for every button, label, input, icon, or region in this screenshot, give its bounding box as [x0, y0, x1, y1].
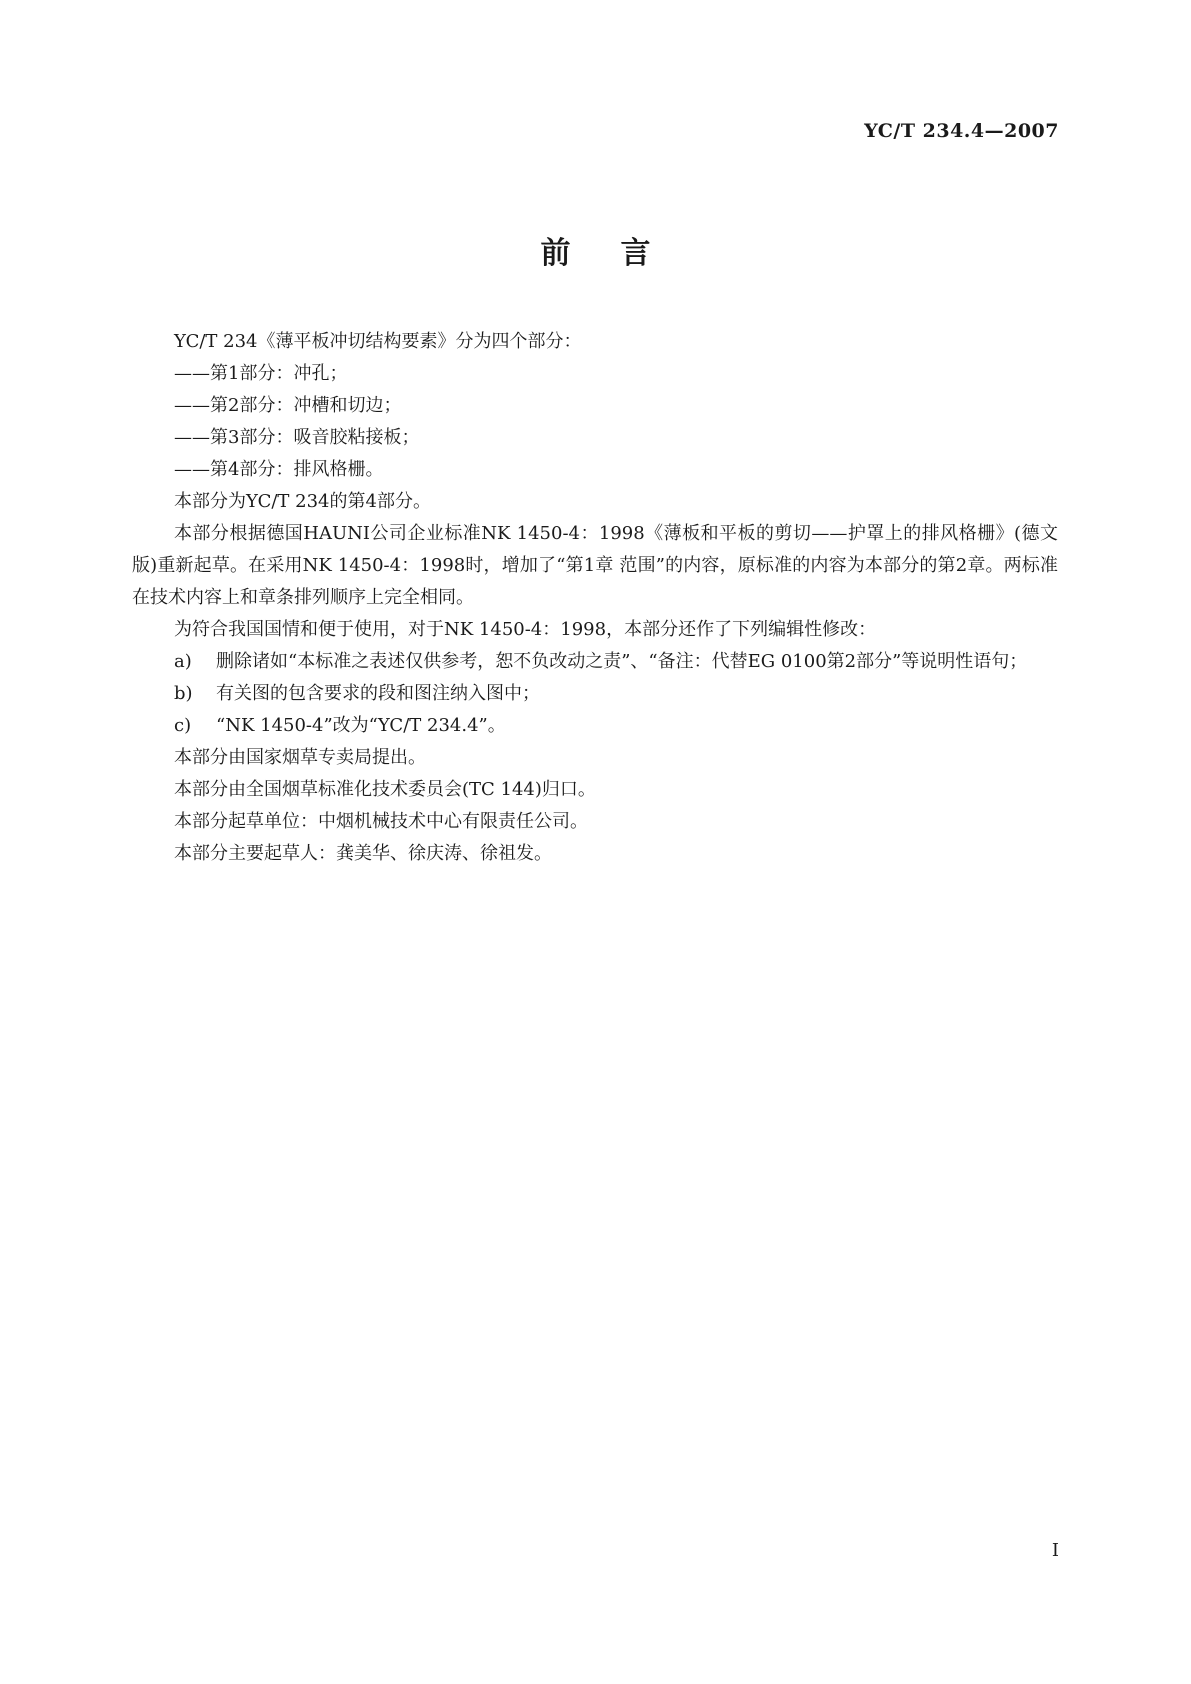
page-title: 前言 — [540, 236, 701, 271]
page-number: I — [1051, 1540, 1059, 1561]
centralized-by-paragraph: 本部分由全国烟草标准化技术委员会(TC 144)归口。 — [174, 779, 596, 800]
foreword-body — [132, 326, 1058, 870]
part-list-item: ——第2部分：冲槽和切边； — [174, 395, 402, 416]
drafters-paragraph: 本部分主要起草人：龚美华、徐庆涛、徐祖发。 — [174, 843, 552, 864]
part-list-item: ——第4部分：排风格栅。 — [174, 459, 384, 480]
changes-intro-paragraph: 为符合我国国情和便于使用，对于NK 1450-4：1998，本部分还作了下列编辑性修改： — [174, 619, 877, 640]
drafting-unit-paragraph: 本部分起草单位：中烟机械技术中心有限责任公司。 — [174, 811, 588, 832]
proposed-by-paragraph: 本部分由国家烟草专卖局提出。 — [174, 747, 426, 768]
change-item-text: 有关图的包含要求的段和图注纳入图中； — [216, 683, 540, 704]
basis-paragraph: 本部分根据德国HAUNI公司企业标准NK 1450-4：1998《薄板和平板的剪切——护罩上的排风格栅》(德文版)重新起草。在采用NK 1450-4：1998时，增加了“第1章 范围”的内容，原标准的内容为本部分的第2章。两标准在技术内容上和章条排列顺序上完全相同。 — [132, 523, 1058, 608]
this-part-paragraph: 本部分为YC/T 234的第4部分。 — [174, 491, 431, 512]
change-item-text: “NK 1450-4”改为“YC/T 234.4”。 — [216, 715, 506, 736]
document-id: YC/T 234.4—2007 — [864, 120, 1059, 142]
part-list-item: ——第1部分：冲孔； — [174, 363, 348, 384]
change-item — [132, 678, 1058, 710]
intro-paragraph: YC/T 234《薄平板冲切结构要素》分为四个部分： — [174, 331, 582, 352]
part-list-item: ——第3部分：吸音胶粘接板； — [174, 427, 420, 448]
change-item-label: a) — [174, 651, 192, 672]
change-item-label: b) — [174, 683, 193, 704]
change-item — [132, 646, 1058, 678]
change-item-text: 删除诸如“本标准之表述仅供参考，恕不负改动之责”、“备注：代替EG 0100第2部分”等说明性语句； — [216, 651, 1028, 672]
change-item — [132, 710, 1058, 742]
change-item-label: c) — [174, 715, 192, 736]
